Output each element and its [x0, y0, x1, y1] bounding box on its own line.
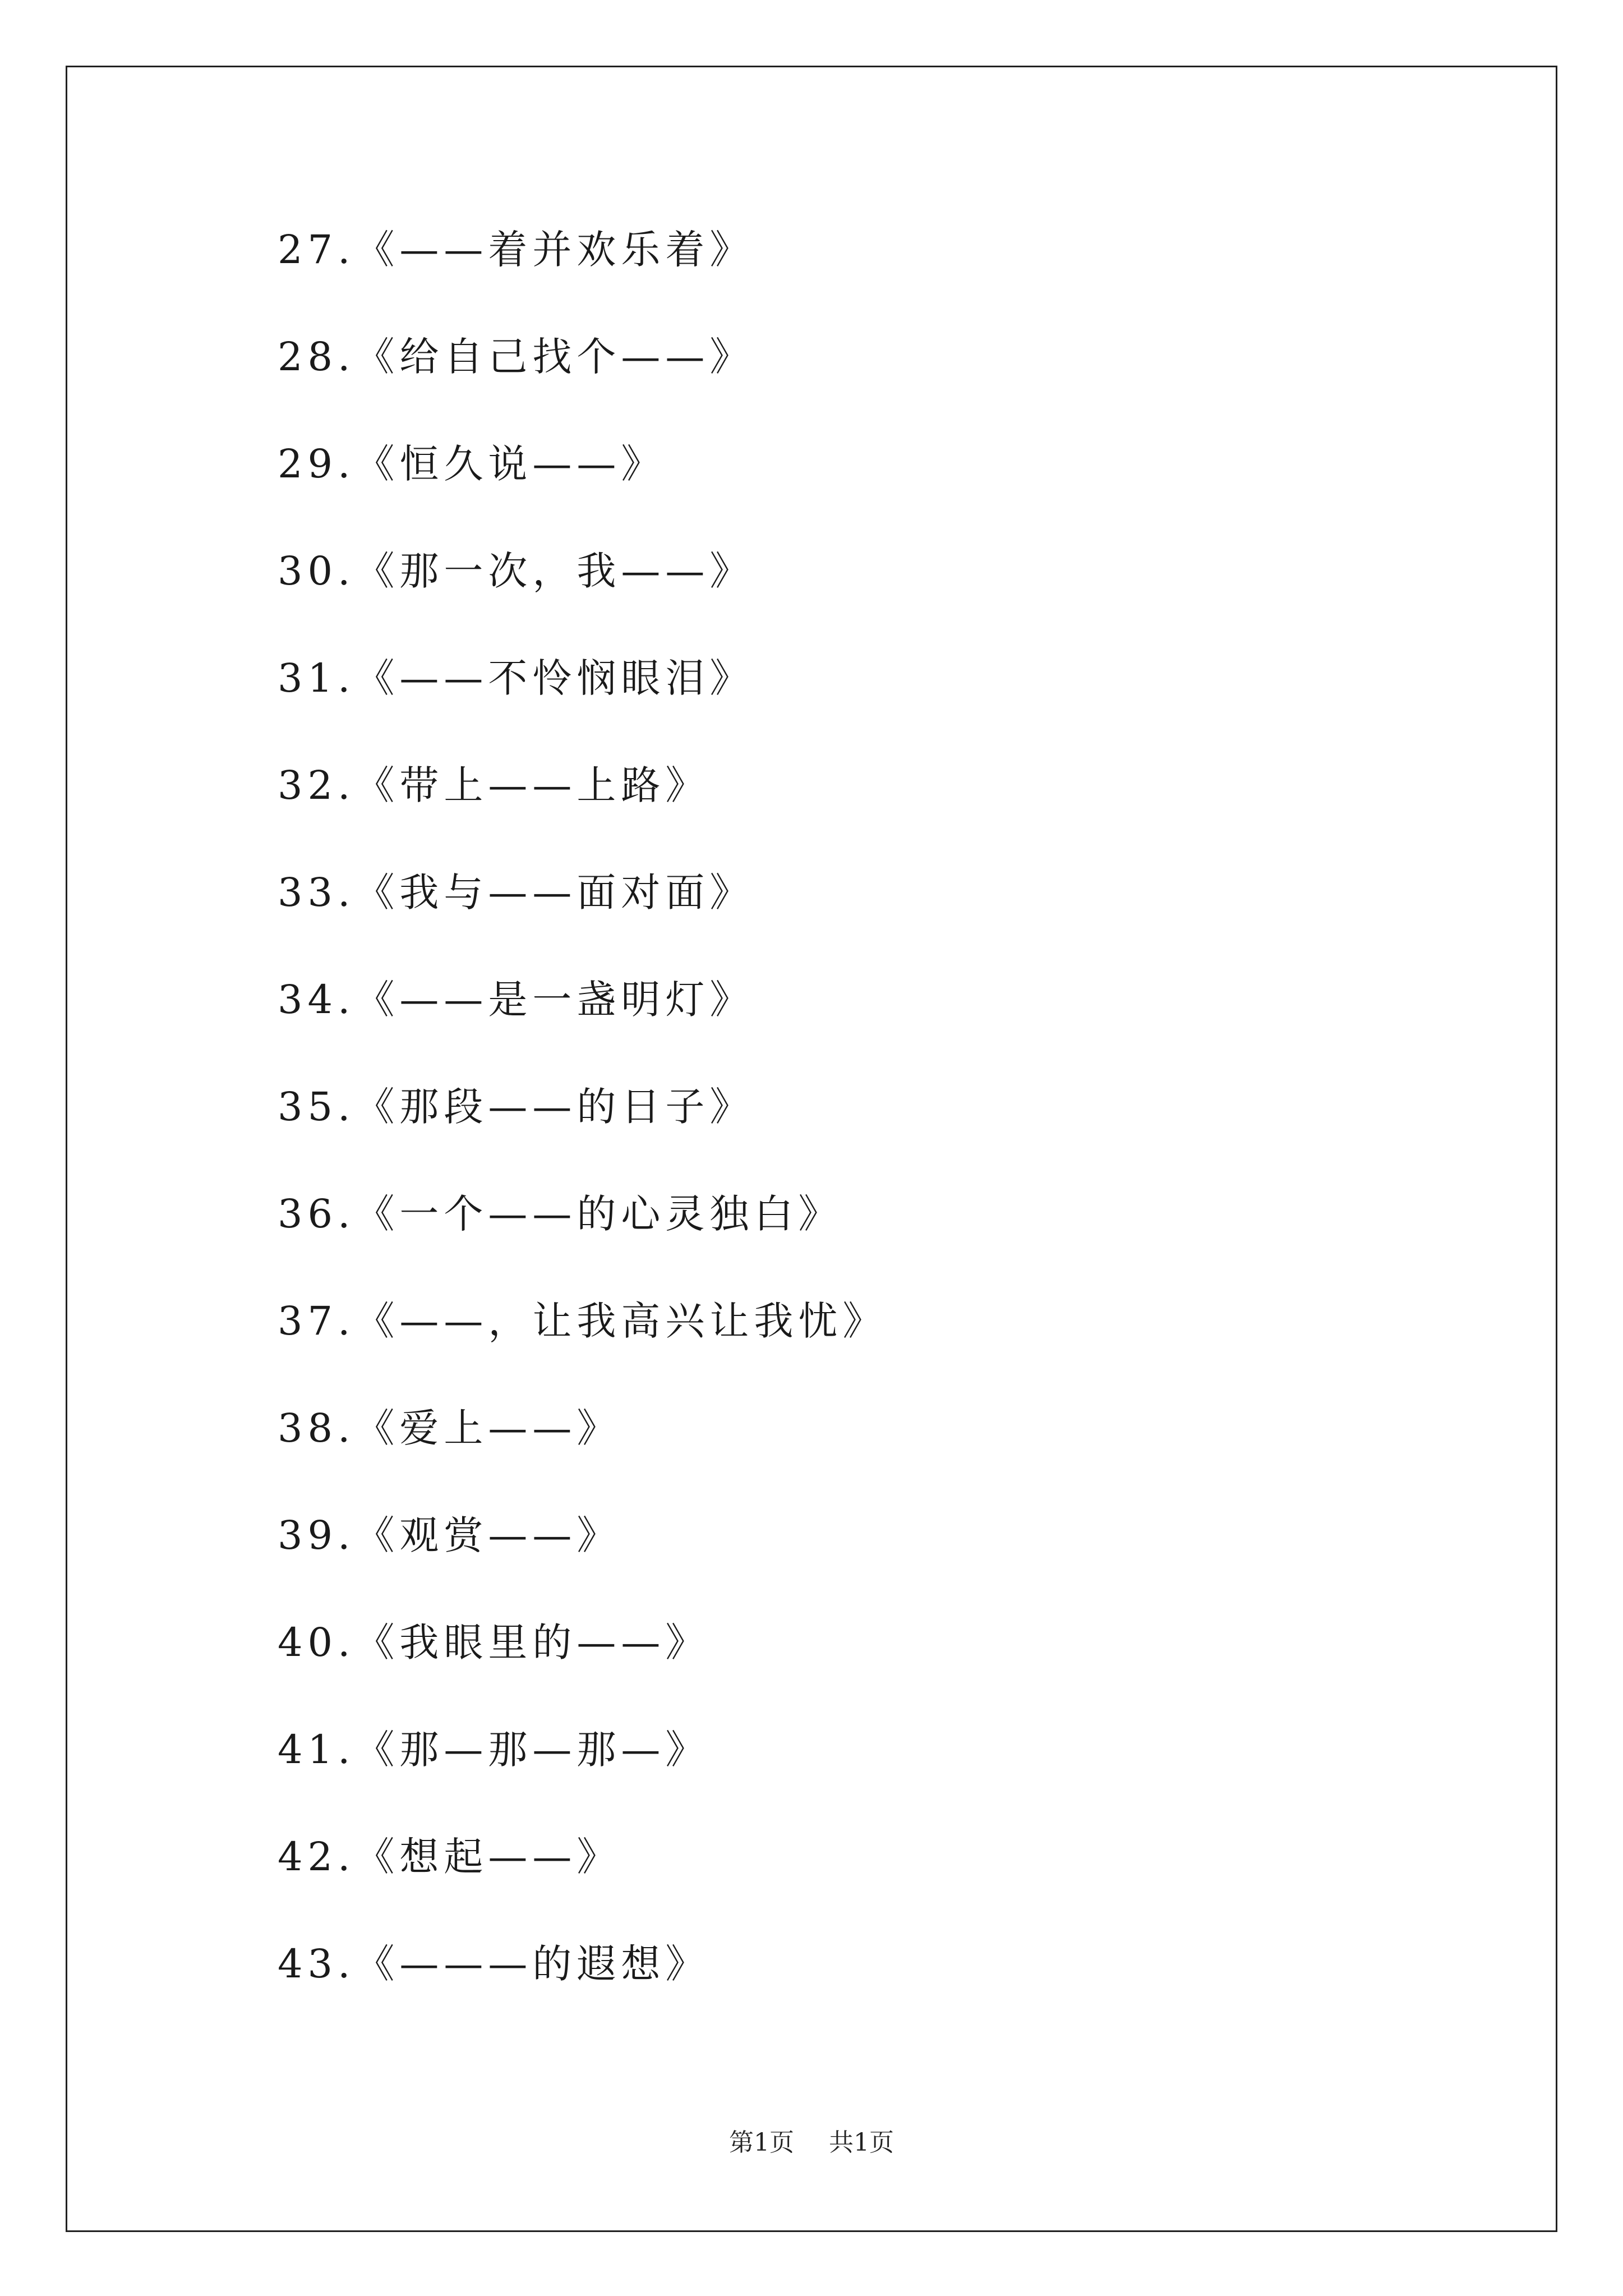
- list-item: 33.《我与——面对面》: [278, 869, 754, 915]
- list-item: 39.《观赏——》: [278, 1512, 621, 1558]
- page-footer: [0, 2126, 1623, 2160]
- list-item: 40.《我眼里的——》: [278, 1619, 710, 1665]
- list-item: 38.《爱上——》: [278, 1405, 621, 1451]
- list-item: 42.《想起——》: [278, 1834, 621, 1880]
- list-item: 35.《那段——的日子》: [278, 1084, 754, 1130]
- list-item: 30.《那一次，我——》: [278, 548, 754, 594]
- page-total: 共1页: [829, 2128, 894, 2157]
- list-item: 41.《那—那—那—》: [278, 1727, 710, 1773]
- list-item: 29.《恒久说——》: [278, 441, 666, 487]
- list-item: 34.《——是一盏明灯》: [278, 977, 754, 1023]
- list-item: 28.《给自己找个——》: [278, 334, 754, 380]
- essay-title-list: [278, 213, 887, 2035]
- page-number: 第1页: [729, 2128, 794, 2157]
- list-item: 37.《——，让我高兴让我忧》: [278, 1298, 887, 1344]
- list-item: 27.《——着并欢乐着》: [278, 227, 754, 273]
- list-item: 36.《一个——的心灵独白》: [278, 1191, 843, 1237]
- list-item: 31.《——不怜悯眼泪》: [278, 655, 754, 701]
- list-item: 43.《———的遐想》: [278, 1941, 710, 1987]
- list-item: 32.《带上——上路》: [278, 762, 710, 808]
